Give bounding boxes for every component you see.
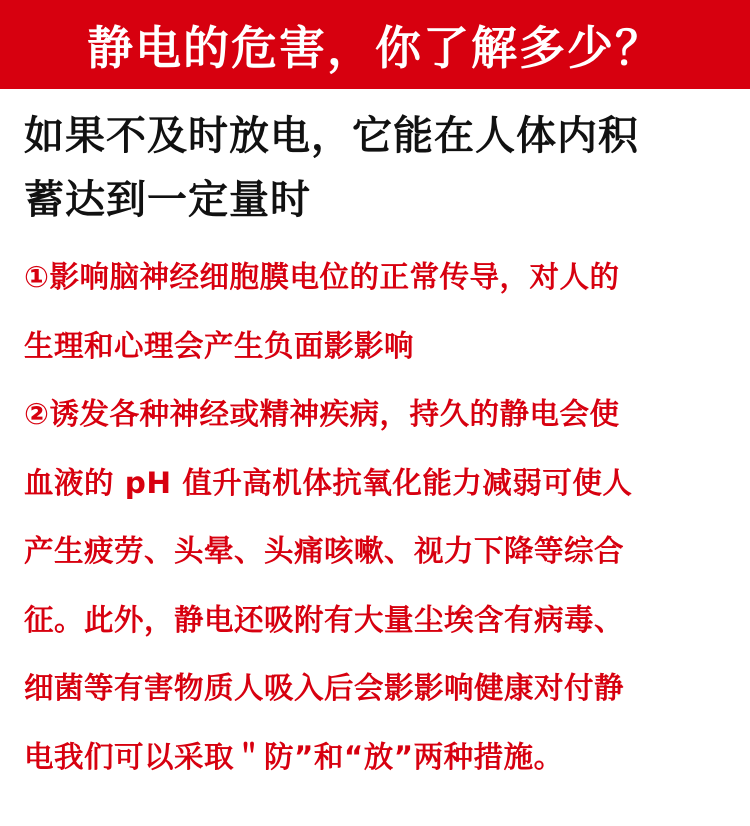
body-line: ②诱发各种神经或精神疾病，持久的静电会使 (24, 397, 620, 431)
intro-line: 蓄达到一定量时 (24, 177, 311, 223)
body-line: 细菌等有害物质人吸入后会影影响健康对付静 (24, 671, 625, 705)
body-line: 电我们可以采取＂防”和“放”两种措施。 (24, 739, 564, 774)
intro-paragraph (24, 104, 734, 232)
title-banner (0, 0, 750, 89)
intro-line: 如果不及时放电，它能在人体内积 (24, 113, 639, 159)
body-line: 生理和心理会产生负面影影响 (24, 328, 415, 363)
body-paragraph (24, 243, 736, 791)
body-line: 征。此外，静电还吸附有大量尘埃含有病毒、 (24, 602, 625, 637)
body-line: 血液的 pH 值升高机体抗氧化能力减弱可使人 (24, 465, 633, 500)
body-line: ①影响脑神经细胞膜电位的正常传导，对人的 (24, 260, 620, 294)
body-line: 产生疲劳、头晕、头痛咳嗽、视力下降等综合 (24, 534, 625, 568)
page-title: 静电的危害，你了解多少？ (87, 20, 663, 75)
